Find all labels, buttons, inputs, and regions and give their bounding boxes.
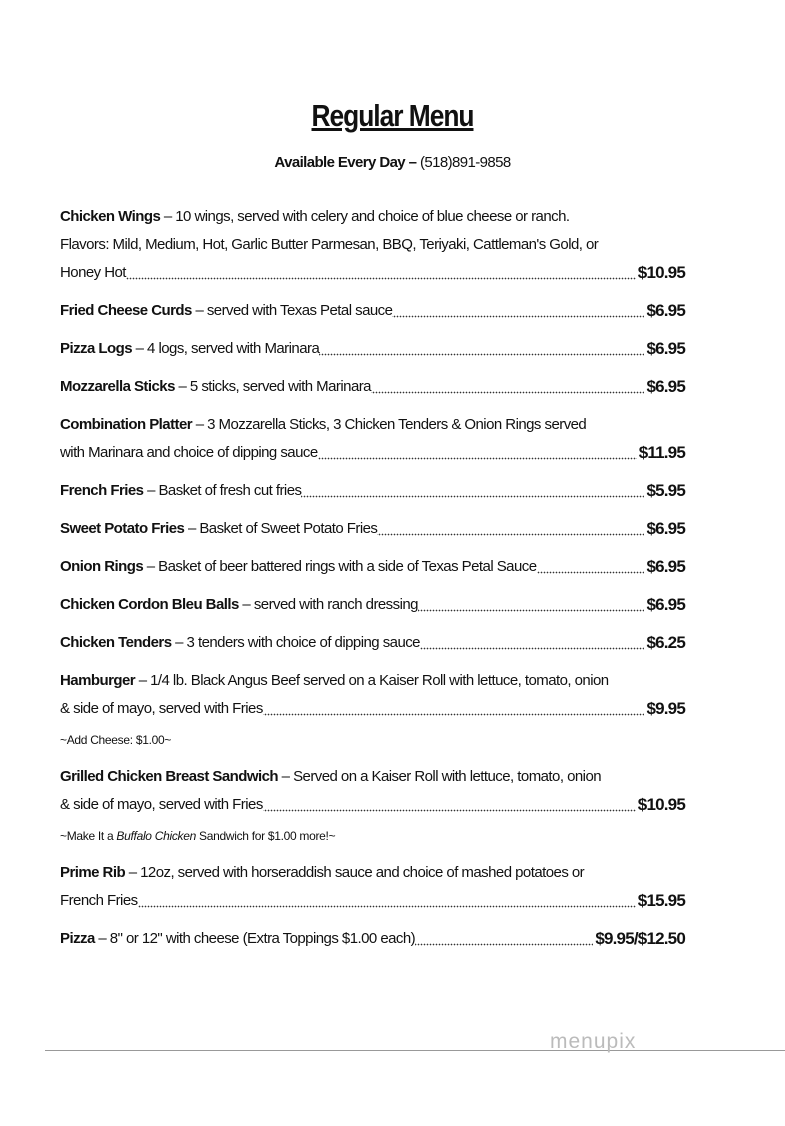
item-price: $11.95 (637, 439, 685, 467)
item-name: Chicken Tenders (60, 634, 172, 651)
item-desc: – Basket of fresh cut fries (147, 482, 302, 499)
buffalo-chicken-note (60, 827, 685, 845)
divider-line (45, 1050, 785, 1051)
item-price: $15.95 (636, 887, 685, 915)
note-text: Sandwich for $1.00 more!~ (199, 829, 336, 843)
item-price: $10.95 (636, 259, 685, 287)
item-desc: – Basket of beer battered rings with a side of Texas Petal Sauce (146, 558, 537, 575)
item-desc: – 10 wings, served with celery and choice of blue cheese or ranch. Flavors: Mild, Medium, Hot, Garlic Butter Parmesan, BBQ, Teriyaki, Cattleman's Gold, or Honey Hot (60, 208, 599, 281)
item-name: Chicken Cordon Bleu Balls (60, 596, 239, 613)
item-price: $6.25 (644, 629, 685, 657)
menu-item-combination-platter (60, 411, 685, 467)
item-name: Hamburger (60, 672, 136, 689)
menu-item-fried-cheese-curds (60, 297, 685, 325)
item-desc: – 3 Mozzarella Sticks, 3 Chicken Tenders & Onion Rings served with Marinara and choice of dipping sauce (60, 416, 587, 461)
item-desc: – 8" or 12" with cheese (Extra Toppings $1.00 each) (98, 930, 416, 947)
menu-item-pizza-logs (60, 335, 685, 363)
item-desc: – Basket of Sweet Potato Fries (187, 520, 378, 537)
item-price: $6.95 (644, 297, 685, 325)
item-name: Pizza (60, 930, 95, 947)
note-emphasis: Buffalo Chicken (116, 829, 196, 843)
item-name: Mozzarella Sticks (60, 378, 175, 395)
menu-item-mozzarella-sticks (60, 373, 685, 401)
item-price: $5.95 (644, 477, 685, 505)
item-price: $9.95/$12.50 (593, 925, 685, 953)
menu-item-prime-rib (60, 859, 685, 915)
item-desc: – 1/4 lb. Black Angus Beef served on a Kaiser Roll with lettuce, tomato, onion & side of mayo, served with Fries (60, 672, 609, 717)
watermark-logo: menupix (550, 1030, 637, 1053)
item-desc: – served with Texas Petal sauce (195, 302, 393, 319)
item-price: $6.95 (644, 335, 685, 363)
item-price: $6.95 (644, 515, 685, 543)
item-desc: – 4 logs, served with Marinara (135, 340, 320, 357)
menu-item-cordon-bleu-balls (60, 591, 685, 619)
item-desc: – 3 tenders with choice of dipping sauce (175, 634, 420, 651)
menu-item-hamburger (60, 667, 685, 723)
item-name: French Fries (60, 482, 144, 499)
item-name: Chicken Wings (60, 208, 161, 225)
menu-item-chicken-wings (60, 203, 685, 287)
menu-item-french-fries (60, 477, 685, 505)
subtitle (0, 154, 785, 171)
item-desc: – Served on a Kaiser Roll with lettuce, tomato, onion & side of mayo, served with Fries (60, 768, 602, 813)
item-name: Onion Rings (60, 558, 144, 575)
menu-item-sweet-potato-fries (60, 515, 685, 543)
menu-item-grilled-chicken-sandwich (60, 763, 685, 819)
item-desc: – 5 sticks, served with Marinara (178, 378, 371, 395)
phone-number: (518)891-9858 (419, 154, 511, 171)
item-name: Pizza Logs (60, 340, 133, 357)
page-title: Regular Menu (311, 98, 474, 133)
item-name: Fried Cheese Curds (60, 302, 192, 319)
availability-label: Available Every Day – (274, 154, 417, 171)
item-price: $6.95 (644, 553, 685, 581)
item-price: $10.95 (636, 791, 685, 819)
item-desc: – 12oz, served with horseraddish sauce and choice of mashed potatoes or French Fries (60, 864, 585, 909)
note-text: ~Make It a (60, 829, 114, 843)
item-name: Prime Rib (60, 864, 126, 881)
menu-list (60, 203, 685, 963)
item-price: $6.95 (644, 591, 685, 619)
menu-item-onion-rings (60, 553, 685, 581)
item-price: $6.95 (644, 373, 685, 401)
menu-item-pizza (60, 925, 685, 953)
item-desc: – served with ranch dressing (242, 596, 418, 613)
add-cheese-note: ~Add Cheese: $1.00~ (60, 733, 172, 747)
menu-item-chicken-tenders (60, 629, 685, 657)
item-name: Sweet Potato Fries (60, 520, 185, 537)
item-name: Combination Platter (60, 416, 193, 433)
item-name: Grilled Chicken Breast Sandwich (60, 768, 279, 785)
item-price: $9.95 (644, 695, 685, 723)
